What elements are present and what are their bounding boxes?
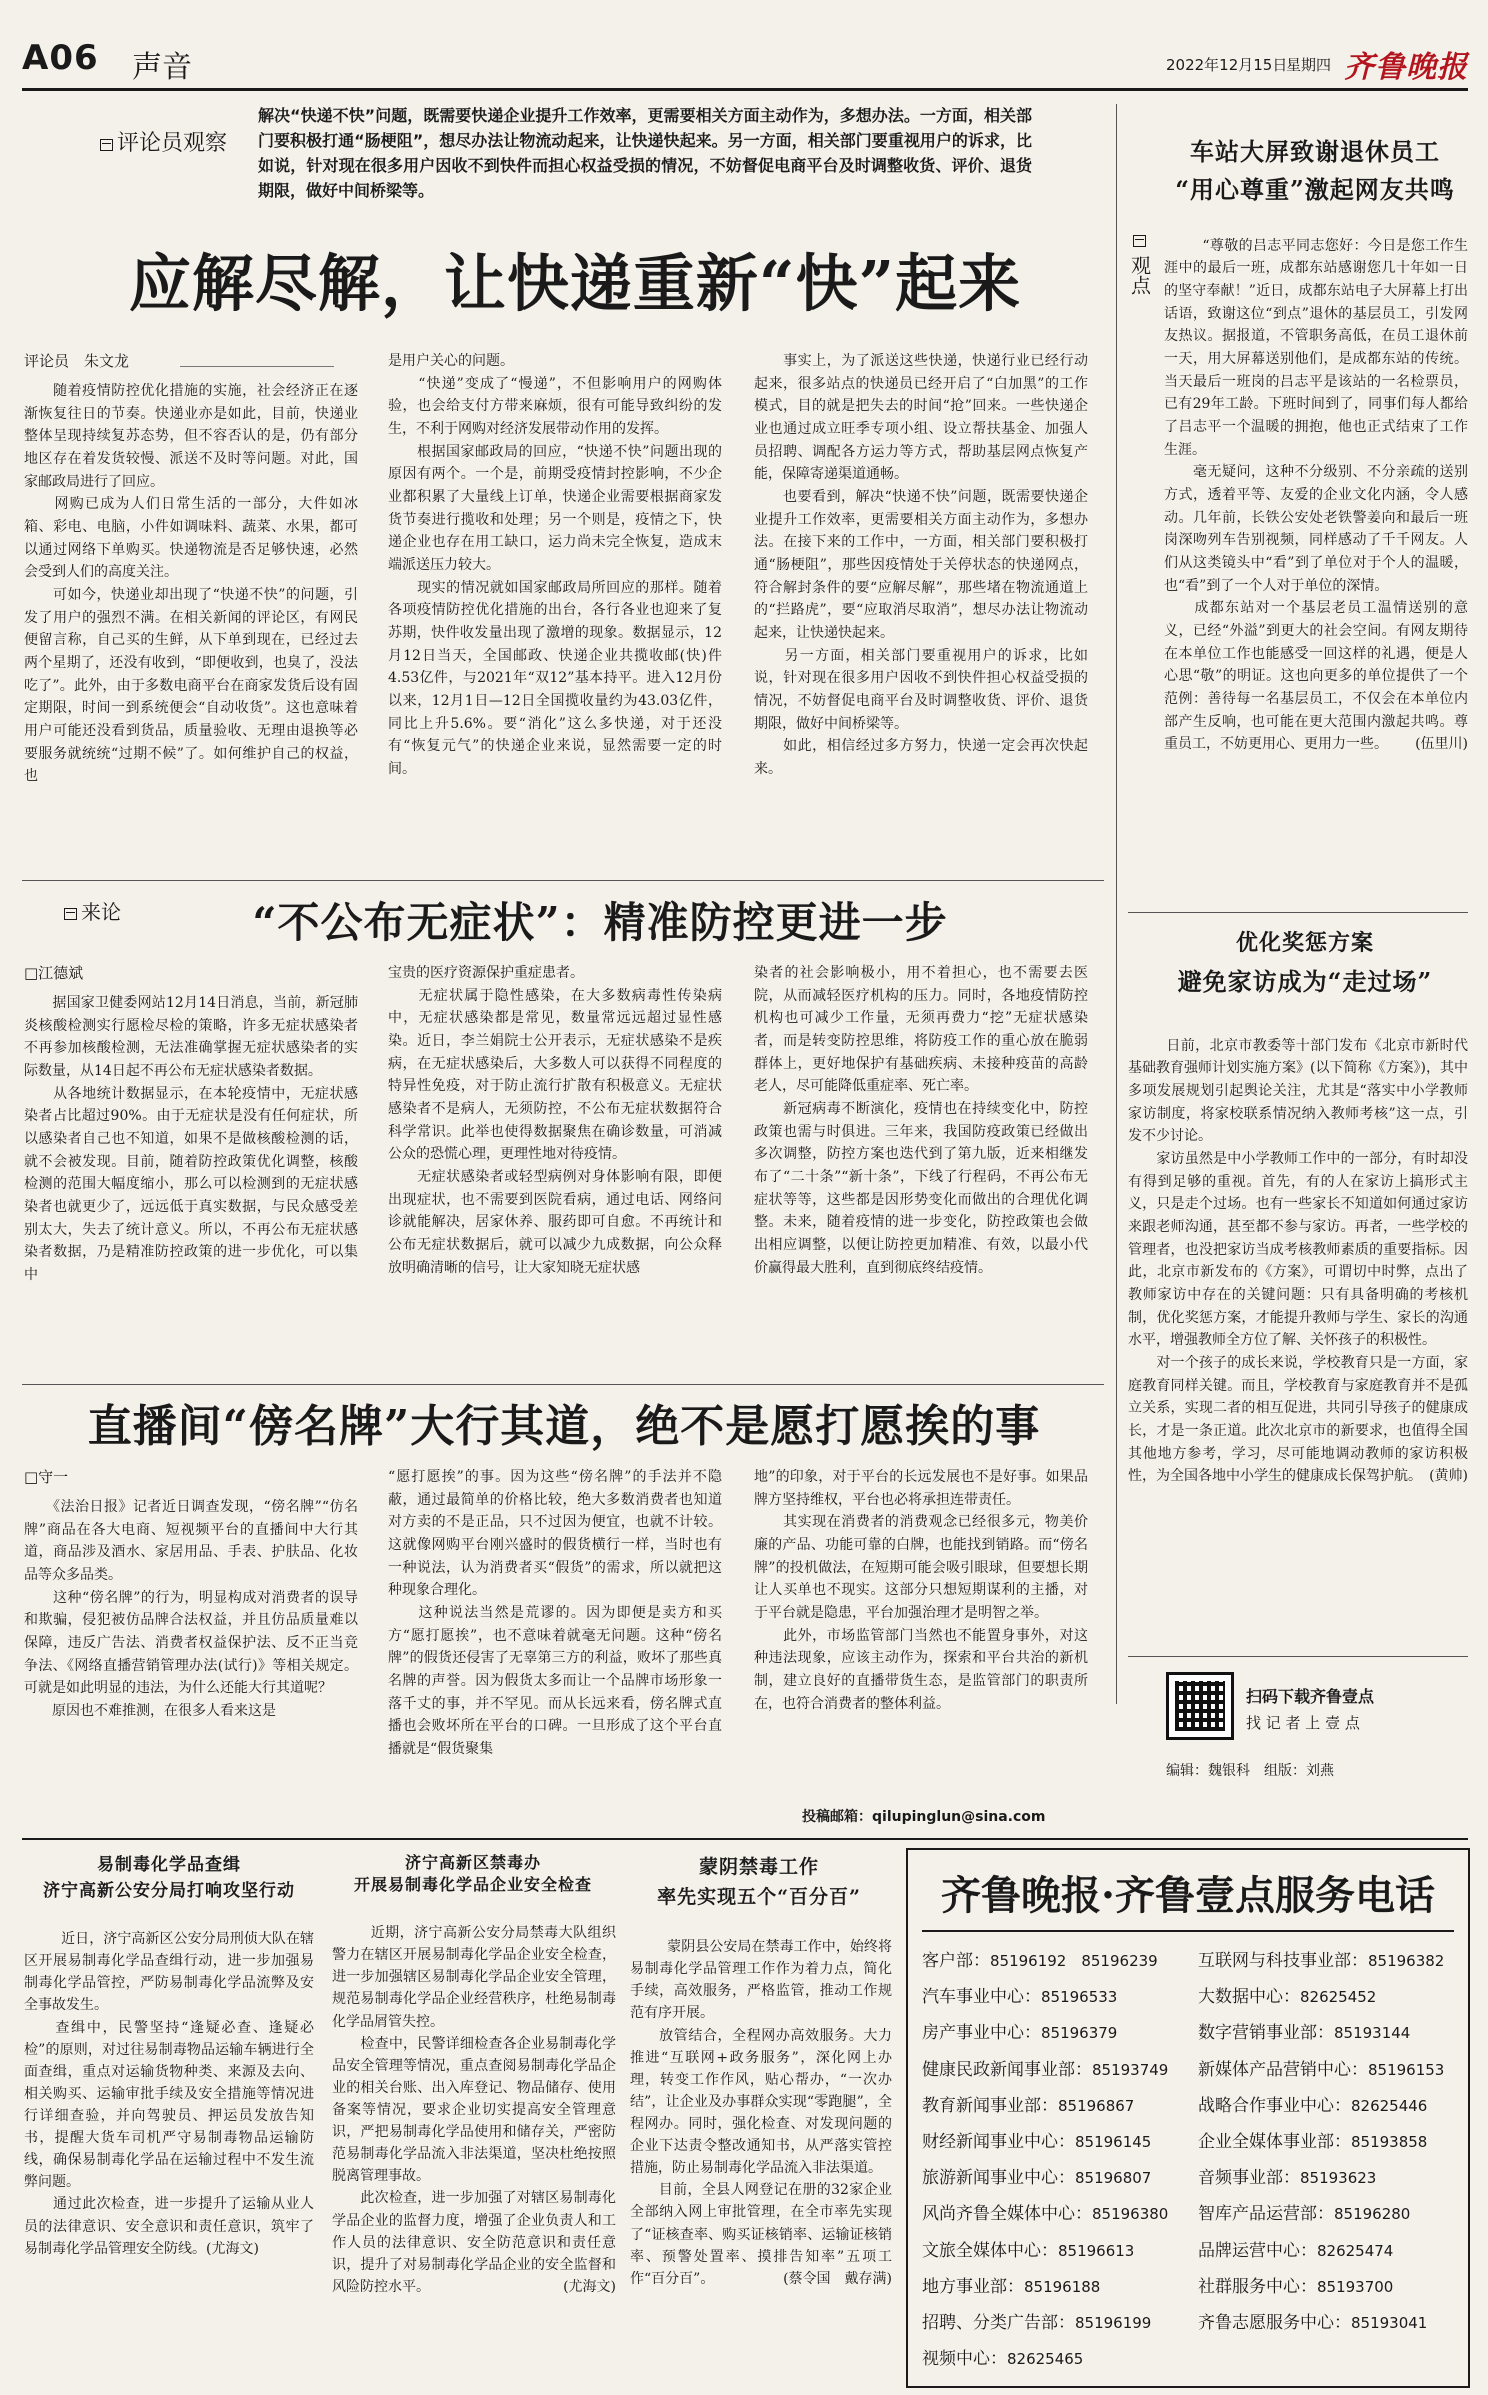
service-phone: 85196533 — [1041, 1988, 1118, 2007]
service-dept: 企业全媒体事业部： — [1198, 2132, 1351, 2152]
service-row — [922, 2272, 1100, 2297]
service-dept: 房产事业中心： — [922, 2023, 1041, 2044]
service-dept: 大数据中心： — [1198, 1987, 1300, 2008]
byline-rule — [180, 366, 334, 367]
service-row — [922, 2199, 1168, 2224]
sidebar-story-1-text: “尊敬的吕志平同志您好：今日是您工作生涯中的最后一班，成都东站感谢您几十年如一日的坚守奉献！”近日，成都东站电子大屏幕上打出话语，致谢这位“到点”退休的基层员工，引发网友热议。据报道，不管职务高低，在员工退休前一天，用大屏幕送别他们，是成都东站的传统。当天最后一班岗的吕志平是该站的一名检票员，已有29年工龄。下班时间到了，同事们每人都给了吕志平一个温暖的拥抱，他也正式结束了工作生涯。 毫无疑问，这种不分级别、不分亲疏的送别方式，透着平等、友爱的企业文化内涵，令人感动。几年前，长铁公安处老铁警姜向和最后一班岗深吻列车告别视频，同样感动了千千网友。人们从这类镜头中“看”到了单位对于个人的温暖，也“看”到了一个人对于单位的深情。 成都东站对一个基层老员工温情送别的意义，已经“外溢”到更大的社会空间。有网友期待在本单位工作也能感受一回这样的礼遇，便是人心思“敬”的明证。这也向更多的单位提供了一个范例：善待每一名基层员工，不仅会在本单位内部产生反响，也可能在更大范围内激起共鸣。尊重员工，不妨更用心、更用力一些。 — [1164, 237, 1468, 753]
main-sidebar-divider — [1116, 104, 1117, 1704]
sidebar-story-2-text: 日前，北京市教委等十部门发布《北京市新时代基础教育强师计划实施方案》(以下简称《方案》)，其中多项发展规划引起舆论关注，尤其是“落实中小学教师家访制度，将家校联系情况纳入教师考核”这一点，引发不少讨论。 家访虽然是中小学教师工作中的一部分，有时却没有得到足够的重视。首先，有的人在家访上搞形式主义，只是走个过场。也有一些家长不知道如何通过家访来跟老师沟通，甚至都不参与家访。再者，一些学校的管理者，也没把家访当成考核教师素质的重要指标。因此，北京市新发布的《方案》，可谓切中时弊，点出了教师家访中存在的关键问题：只有具备明确的考核机制，优化奖惩方案，才能提升教师与学生、家长的沟通水平，增强教师全方位了解、关怀孩子的积极性。 对一个孩子的成长来说，学校教育只是一方面，家庭教育同样关键。而且，学校教育与家庭教育并不是孤立关系，实现二者的相互促进，共同引导孩子的健康成长，才是一条正道。此次北京市的新要求，也值得全国其他地方参考，学习，尽可能地调动教师的家访积极性，为全国各地中小学生的健康成长保驾护航。 — [1128, 1037, 1468, 1485]
service-row — [922, 2018, 1117, 2043]
service-dept: 健康民政新闻事业部： — [922, 2059, 1092, 2080]
service-dept: 文旅全媒体中心： — [922, 2240, 1058, 2261]
lead-headline: 应解尽解，让快递重新“快”起来 — [128, 247, 1022, 320]
qr-code[interactable] — [1166, 1672, 1234, 1740]
service-dept: 新媒体产品营销中心： — [1198, 2059, 1368, 2080]
service-phone: 85193749 — [1092, 2060, 1169, 2079]
service-dept: 音频事业部： — [1198, 2168, 1300, 2189]
bottom-divider — [22, 1838, 1468, 1840]
submission-email: 投稿邮箱：qilupinglun@sina.com — [802, 1809, 1046, 1825]
service-row — [1198, 2236, 1393, 2261]
service-phone: 85196380 — [1092, 2205, 1169, 2224]
service-row — [1198, 2272, 1393, 2297]
lead-col-1: 随着疫情防控优化措施的实施，社会经济正在逐渐恢复往日的节奏。快递业亦是如此，目前，快递业整体呈现持续复苏态势，但不容否认的是，仍有部分地区存在着发货较慢、派送不及时等问题。对此，国家邮政局进行了回应。 网购已成为人们日常生活的一部分，大件如冰箱、彩电、电脑，小件如调味料、蔬菜、水果，都可以通过网络下单购买。快递物流是否足够快速，必然会受到人们的高度关注。 可如今，快递业却出现了“快递不快”的问题，引发了用户的强烈不满。在相关新闻的评论区，有网民便留言称，自己买的生鲜，从下单到现在，已经过去两个星期了，还没有收到，“即便收到，也臭了，没法吃了”。此外，由于多数电商平台在商家发货后设有固定期限，时间一到系统便会“自动收货”。这也意味着用户可能还没看到货品，质量验收、无理由退换等必要服务就统统“过期不候”了。如何维护自己的权益，也 — [24, 383, 358, 785]
column-tag-icon — [100, 139, 113, 151]
service-row — [922, 1982, 1117, 2007]
service-phone: 82625465 — [1007, 2350, 1084, 2369]
service-dept: 齐鲁志愿服务中心： — [1198, 2313, 1351, 2333]
a2-col-2: 宝贵的医疗资源保护重症患者。 无症状属于隐性感染，在大多数病毒性传染病中，无症状感染都是常见，数量常远远超过显性感染。近日，李兰娟院士公开表示，无症状感染不是疾病，在无症状感染后，大多数人可以获得不同程度的特异性免疫，对于防止流行扩散有积极意义。无症状感染者不是病人，无须防控，不公布无症状数据符合科学常识。此举也使得数据聚焦在确诊数量，可消减公众的恐慌心理，更理性地对待疫情。 无症状感染者或轻型病例对身体影响有限，即便出现症状，也不需要到医院看病，通过电话、网络问诊就能解决，居家休养、服药即可自愈。不再统计和公布无症状数据后，就可以减少九成数据，向公众释放明确清晰的信号，让大家知晓无症状感 — [388, 965, 722, 1276]
column-tag-a2 — [64, 896, 121, 925]
service-row — [922, 2344, 1083, 2369]
service-box — [906, 1848, 1470, 2388]
sidebar-story-2 — [1128, 1012, 1468, 1652]
service-row — [922, 2127, 1151, 2152]
sidebar-divider-2 — [1128, 1656, 1468, 1657]
column-tag-label: 观点 — [1127, 255, 1152, 295]
service-row — [1198, 1982, 1376, 2007]
service-phone: 85196613 — [1058, 2241, 1135, 2260]
service-row — [1198, 2163, 1376, 2188]
service-phone: 85196379 — [1041, 2024, 1118, 2043]
service-dept: 社群服务中心： — [1198, 2276, 1317, 2297]
n3-headline-2: 率先实现五个“百分百” — [657, 1886, 861, 1908]
lead-summary: 解决“快递不快”问题，既需要快递企业提升工作效率，更需要相关方面主动作为，多想办法。一方面，相关部门要积极打通“肠梗阻”，想尽办法让物流动起来，让快递快起来。另一方面，相关部门要重视用户的诉求，比如说，针对现在很多用户因收不到快件而担心权益受损的情况，不妨督促电商平台及时调整收货、评价、退货期限，做好中间桥梁等。 — [258, 106, 1032, 200]
divider-a3 — [22, 1384, 1104, 1385]
service-title-rule — [922, 1930, 1454, 1932]
column-tag-sidebar — [1126, 232, 1152, 295]
service-dept: 招聘、分类广告部： — [922, 2313, 1075, 2333]
sidebar-h2-line2: 避免家访成为“走过场” — [1177, 967, 1433, 996]
service-phone: 85196867 — [1058, 2096, 1135, 2115]
a2-byline: □江德斌 — [24, 964, 84, 982]
a3-col-2: “愿打愿挨”的事。因为这些“傍名牌”的手法并不隐蔽，通过最简单的价格比较，绝大多数消费者也知道对方卖的不是正品，只不过因为便宜，也就不计较。这就像网购平台刚兴盛时的假货横行一样，当时也有一种说法，认为消费者买“假货”的需求，所以就把这种现象合理化。 这种说法当然是荒谬的。因为即便是卖方和买方“愿打愿挨”，也不意味着就毫无问题。这种“傍名牌”的假货还侵害了无辜第三方的利益，败坏了那些真名牌的声誉。因为假货太多而让一个品牌市场形象一落千丈的事，并不罕见。而从长远来看，傍名牌式直播也会败坏所在平台的口碑。一旦形成了这个平台直播就是“假货聚集 — [388, 1469, 722, 1758]
service-phone: 85196280 — [1334, 2205, 1411, 2224]
sidebar-story-2-author: (黄帅) — [1429, 1468, 1468, 1485]
editor-credit: 编辑：魏银科 组版：刘燕 — [1166, 1763, 1334, 1779]
service-row — [1198, 2091, 1427, 2116]
service-phone: 85196153 — [1368, 2060, 1445, 2079]
column-tag-label: 评论员观察 — [117, 131, 228, 156]
service-dept: 智库产品运营部： — [1198, 2204, 1334, 2225]
n3-author: (蔡令国 戴存满) — [783, 2270, 892, 2287]
a3-headline: 直播间“傍名牌”大行其道，绝不是愿打愿挨的事 — [87, 1401, 1041, 1452]
service-dept: 教育新闻事业部： — [922, 2095, 1058, 2116]
a3-byline: □守一 — [24, 1468, 69, 1486]
service-row — [1198, 2055, 1444, 2080]
service-row — [922, 2308, 1151, 2333]
service-row — [1198, 1946, 1444, 1971]
service-phone: 85193623 — [1300, 2169, 1377, 2188]
service-row — [922, 2163, 1151, 2188]
newspaper-logo: 齐鲁晚报 — [1344, 50, 1468, 85]
section-name: 声音 — [132, 50, 192, 85]
service-dept: 财经新闻事业中心： — [922, 2132, 1075, 2152]
service-row — [922, 1946, 1158, 1971]
n1-headline-1: 易制毒化学品查缉 — [97, 1855, 241, 1875]
n3-body — [630, 1914, 892, 2381]
service-phone: 82625452 — [1300, 1988, 1377, 2007]
service-dept: 数字营销事业部： — [1198, 2023, 1334, 2044]
page-number: A06 — [22, 38, 99, 78]
sidebar-h1-line1: 车站大屏致谢退休员工 — [1190, 137, 1440, 166]
a2-col-3: 染者的社会影响极小，用不着担心，也不需要去医院，从而减轻医疗机构的压力。同时，各地疫情防控机构也可减少工作量，无须再费力“挖”无症状感染者，而是转变防控思维，将防疫工作的重心放在脆弱群体上，更好地保护有基础疾病、未接种疫苗的高龄老人，尽可能降低重症率、死亡率。 新冠病毒不断演化，疫情也在持续变化中，防控政策也需与时俱进。三年来，我国防疫政策已经做出多次调整，防控方案也迭代到了第九版，近来相继发布了“二十条”“新十条”，下线了行程码，不再公布无症状等等，这些都是因形势变化而做出的合理优化调整。未来，随着疫情的进一步变化，防控政策也会做出相应调整，以便让防控更加精准、有效，以最小代价赢得最大胜利，直到彻底终结疫情。 — [754, 965, 1088, 1276]
service-phone: 85193858 — [1351, 2133, 1428, 2151]
n1-headline-2: 济宁高新公安分局打响攻坚行动 — [43, 1881, 295, 1901]
service-phone: 85196382 — [1368, 1952, 1445, 1970]
sidebar-h2-line1: 优化奖惩方案 — [1235, 930, 1374, 956]
a3-col-1: 《法治日报》记者近日调查发现，“傍名牌”“仿名牌”商品在各大电商、短视频平台的直播间中大行其道，商品涉及酒水、家居用品、手表、护肤品、化妆品等众多品类。 这种“傍名牌”的行为，明显构成对消费者的误导和欺骗，侵犯被仿品牌合法权益，并且仿品质量难以保障，违反广告法、消费者权益保护法、反不正当竞争法、《网络直播营销管理办法(试行)》等相关规定。可就是如此明显的违法，为什么还能大行其道呢？ 原因也不难推测，在很多人看来这是 — [24, 1499, 358, 1720]
column-tag-icon — [64, 908, 77, 920]
service-dept: 互联网与科技事业部： — [1198, 1951, 1368, 1971]
n2-headline-1: 济宁高新区禁毒办 — [404, 1853, 541, 1872]
service-phone: 85193144 — [1334, 2024, 1411, 2043]
service-phone: 85196145 — [1075, 2133, 1152, 2151]
service-phone: 85193700 — [1317, 2277, 1394, 2296]
service-dept: 地方事业部： — [922, 2276, 1024, 2297]
service-phone: 85196188 — [1024, 2277, 1101, 2296]
n2-author: (尤海文) — [563, 2278, 616, 2295]
lead-col-3: 事实上，为了派送这些快递，快递行业已经行动起来，很多站点的快递员已经开启了“白加黑”的工作模式，目的就是把失去的时间“抢”回来。一些快递企业也通过成立旺季专项小组、设立帮扶基金、加强人员招聘、调配各方运力等方式，帮助基层网点恢复产能，保障寄递渠道通畅。 也要看到，解决“快递不快”问题，既需要快递企业提升工作效率，更需要相关方面主动作为，多想办法。在接下来的工作中，一方面，相关部门要积极打通“肠梗阻”，那些因疫情处于关停状态的快递网点，符合解封条件的要“应解尽解”，那些堵在物流通道上的“拦路虎”，要“应取消尽取消”，想尽办法让物流动起来，让快递快起来。 另一方面，相关部门要重视用户的诉求，比如说，针对现在很多用户因收不到快件担心权益受损的情况，不妨督促电商平台及时调整收货、评价、退货期限，做好中间桥梁等。 如此，相信经过多方努力，快递一定会再次快起来。 — [754, 353, 1088, 778]
sidebar-divider-1 — [1128, 912, 1468, 913]
service-dept: 汽车事业中心： — [922, 1987, 1041, 2008]
a2-col-1: 据国家卫健委网站12月14日消息，当前，新冠肺炎核酸检测实行愿检尽检的策略，许多无症状感染者不再参加核酸检测，无法准确掌握无症状感染者的实际数量，从14日起不再公布无症状感染者数据。 从各地统计数据显示，在本轮疫情中，无症状感染者占比超过90%。由于无症状是没有任何症状，所以感染者自己也不知道，如果不是做核酸检测的话，就不会被发现。目前，随着防控政策优化调整，核酸检测的范围大幅度缩小，那么可以检测到的无症状感染者也就更少了，远远低于真实数据，与民众感受差别太大，失去了统计意义。所以，不再公布无症状感染者数据，乃是精准防控政策的进一步优化，可以集中 — [24, 995, 358, 1284]
service-dept: 风尚齐鲁全媒体中心： — [922, 2204, 1092, 2225]
n3-text: 蒙阴县公安局在禁毒工作中，始终将易制毒化学品管理工作作为着力点，简化手续，高效服务，严格监管，推动工作规范有序开展。 放管结合，全程网办高效服务。大力推进“互联网+政务服务”，深化网上办理，转变工作作风，贴心帮办，“一次办结”，让企业及办事群众实现“零跑腿”，全程网办。同时，强化检查、对发现问题的企业下达责令整改通知书，从严落实管控措施，防止易制毒化学品流入非法渠道。 目前，全县人网登记在册的32家企业全部纳入网上审批管理，在全市率先实现了“证核查率、购买证核销率、运输证核销率、预警处置率、摸排告知率”五项工作“百分百”。 — [630, 1939, 892, 2287]
service-phone: 85196192 85196239 — [990, 1952, 1158, 1970]
lead-col-2: 是用户关心的问题。 “快递”变成了“慢递”，不但影响用户的网购体验，也会给支付方带来麻烦，很有可能导致纠纷的发生，不利于网购对经济发展带动作用的发挥。 根据国家邮政局的回应，“快递不快”问题出现的原因有两个。一个是，前期受疫情封控影响，不少企业都积累了大量线上订单，快递企业需要根据商家发货节奏进行揽收和处理；另一个则是，疫情之下，快递企业也存在用工缺口，运力尚未完全恢复，造成末端派送压力较大。 现实的情况就如国家邮政局所回应的那样。随着各项疫情防控优化措施的出台，各行各业也迎来了复苏期，快件收发量出现了激增的现象。数据显示，12月12日当天，全国邮政、快递企业共揽收邮(快)件4.53亿件，与2021年“双12”基本持平。进入12月份以来，12月1日—12日全国揽收量约为43.03亿件，同比上升5.6%。要“消化”这么多快递，对于还没有“恢复元气”的快递企业来说，显然需要一定的时间。 — [388, 353, 722, 778]
n2-body — [332, 1900, 616, 2381]
n1-text: 近日，济宁高新区公安分局刑侦大队在辖区开展易制毒化学品查缉行动，进一步加强易制毒化学品管控，严防易制毒化学品流弊及安全事故发生。 查缉中，民警坚持“逢疑必查、逢疑必检”的原则，对过往易制毒物品运输车辆进行全面查缉，重点对运输货物种类、来源及去向、相关购买、运输审批手续及安全措施等情况进行详细查验，并向驾驶员、押运员发放告知书，提醒大货车司机严守易制毒物品运输防线，确保易制毒化学品在运输过程中不发生流弊问题。 通过此次检查，进一步提升了运输从业人员的法律意识、安全意识和责任意识，筑牢了易制毒化学品管理安全防线。 — [24, 1931, 314, 2257]
header-rule — [22, 88, 1468, 91]
service-phone: 85196199 — [1075, 2314, 1152, 2332]
lead-byline: 评论员 朱文龙 — [24, 352, 130, 370]
service-row — [1198, 2018, 1410, 2043]
service-phone: 85196807 — [1075, 2169, 1152, 2188]
qr-caption-1: 扫码下载齐鲁壹点 — [1246, 1687, 1375, 1706]
qr-caption-2: 找 记 者 上 壹 点 — [1246, 1714, 1360, 1732]
service-phone: 85193041 — [1351, 2314, 1428, 2332]
service-row — [922, 2091, 1134, 2116]
a2-headline: “不公布无症状”：精准防控更进一步 — [252, 898, 948, 947]
issue-date: 2022年12月15日 — [1166, 56, 1288, 74]
service-dept: 品牌运营中心： — [1198, 2240, 1317, 2261]
column-tag-label: 来论 — [81, 900, 121, 924]
service-title: 齐鲁晚报·齐鲁壹点服务电话 — [941, 1872, 1435, 1919]
n2-headline-2: 开展易制毒化学品企业安全检查 — [353, 1875, 592, 1894]
service-dept: 战略合作事业中心： — [1198, 2095, 1351, 2116]
column-tag-lead — [100, 126, 227, 157]
issue-weekday: 星期四 — [1286, 56, 1332, 74]
column-tag-icon — [1133, 235, 1146, 247]
service-row — [922, 2236, 1134, 2261]
service-dept: 客户部： — [922, 1951, 990, 1971]
sidebar-h1-line2: “用心尊重”激起网友共鸣 — [1175, 175, 1455, 204]
sidebar-story-1-author: (伍里川) — [1415, 736, 1468, 753]
n1-body — [24, 1906, 314, 2381]
service-row — [1198, 2308, 1427, 2333]
service-phone: 82625474 — [1317, 2241, 1394, 2260]
n1-author: (尤海文) — [206, 2240, 259, 2257]
a3-col-3: 地”的印象，对于平台的长远发展也不是好事。如果品牌方坚持维权，平台也必将承担连带责任。 其实现在消费者的消费观念已经很多元，物美价廉的产品、功能可靠的白牌，也能找到销路。而“傍名牌”的投机做法，在短期可能会吸引眼球，但要想长期让人买单也不现实。这部分只想短期谋利的主播，对于平台就是隐患，平台加强治理才是明智之举。 此外，市场监管部门当然也不能置身事外，对这种违法现象，应该主动作为，探索和平台共治的新机制，建立良好的直播带货生态，是监管部门的职责所在，也符合消费者的整体利益。 — [754, 1469, 1088, 1712]
service-row — [1198, 2199, 1410, 2224]
service-row — [922, 2055, 1168, 2080]
n3-headline-1: 蒙阴禁毒工作 — [698, 1856, 819, 1878]
n2-text: 近期，济宁高新公安分局禁毒大队组织警力在辖区开展易制毒化学品企业安全检查，进一步加强辖区易制毒化学品企业安全管理，规范易制毒化学品企业经营秩序，杜绝易制毒化学品屑管失控。 检查中，民警详细检查各企业易制毒化学品安全管理等情况，重点查阅易制毒化学品企业的相关台账、出入库登记、物品储存、使用备案等情况，要求企业切实提高安全管理意识，严把易制毒化学品使用和储存关，严密防范易制毒化学品流入非法渠道，坚决杜绝按照脱离管理事故。 此次检查，进一步加强了对辖区易制毒化学品企业的监督力度，增强了企业负责人和工作人员的法律意识、安全防范意识和责任意识，提升了对易制毒化学品企业的安全监督和风险防控水平。 — [332, 1925, 616, 2295]
service-dept: 视频中心： — [922, 2349, 1007, 2370]
service-dept: 旅游新闻事业中心： — [922, 2168, 1075, 2189]
divider-a2 — [22, 880, 1104, 881]
service-row — [1198, 2127, 1427, 2152]
service-phone: 82625446 — [1351, 2096, 1428, 2115]
sidebar-story-1 — [1164, 212, 1468, 902]
